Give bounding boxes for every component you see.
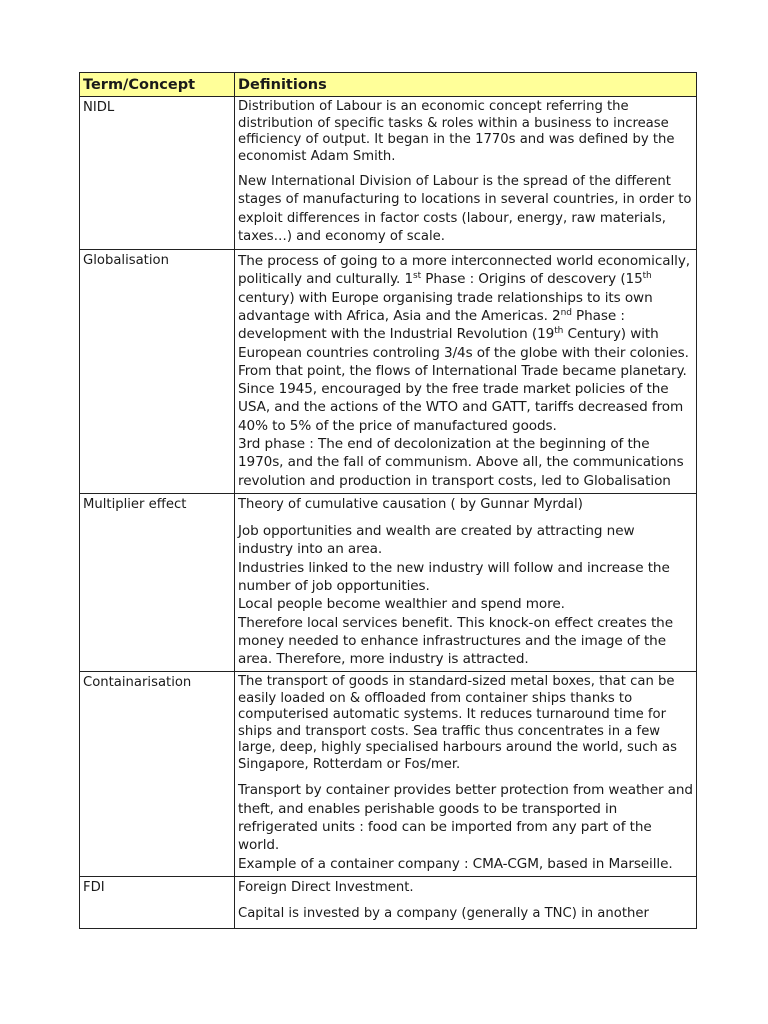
ordinal-suffix: st xyxy=(413,271,422,282)
definition-line: Industries linked to the new industry will follow and increase the number of job opportunities. xyxy=(238,559,670,594)
ordinal-suffix: th xyxy=(642,271,652,282)
definition-text-part: Phase : Origins of descovery (15 xyxy=(421,271,643,288)
table-row xyxy=(80,493,697,672)
definition-text-part: Phase : development with the Industrial Revolution (19 xyxy=(238,307,625,343)
term-cell: FDI xyxy=(80,876,235,928)
table-header-row xyxy=(80,73,697,97)
definition-paragraph: Distribution of Labour is an economic concept referring the distribution of specific tasks & roles within a business to increase efficiency of output. It began in the 1770s and was defined by the economist Adam Smith. xyxy=(238,99,675,164)
table-row xyxy=(80,672,697,876)
term-cell: Globalisation xyxy=(80,250,235,494)
definition-paragraph xyxy=(238,522,693,668)
definition-clip xyxy=(238,879,693,925)
definition-cell xyxy=(235,493,697,672)
definition-line: Example of a container company : CMA-CGM, based in Marseille. xyxy=(238,855,673,872)
definition-line: Local people become wealthier and spend more. xyxy=(238,596,565,613)
definition-paragraph: The transport of goods in standard-sized metal boxes, that can be easily loaded on & offloaded from container ships thanks to computerised automatic systems. It reduces turnaround time for ships and transport costs. Sea traffic thus concentrates in a few large, deep, highly specialised harbours around the world, such as Singapore, Rotterdam or Fos/mer. xyxy=(238,674,678,772)
ordinal-suffix: nd xyxy=(560,307,572,318)
definition-text-part: Century) with European countries controling 3/4s of the globe with their colonies. xyxy=(238,326,689,361)
table-row xyxy=(80,250,697,494)
glossary-table xyxy=(79,72,697,929)
definition-cell xyxy=(235,97,697,250)
definition-line: Transport by container provides better protection from weather and theft, and enables perishable goods to be transported in refrigerated units : food can be imported from any part of the world. xyxy=(238,782,693,854)
table-row xyxy=(80,876,697,928)
header-term: Term/Concept xyxy=(80,73,235,97)
definition-paragraph xyxy=(238,781,693,872)
definition-paragraph: Capital is invested by a company (generally a TNC) in another xyxy=(238,906,649,922)
definition-cell xyxy=(235,250,697,494)
ordinal-suffix: th xyxy=(554,326,564,337)
table-row xyxy=(80,97,697,250)
definition-line: 3rd phase : The end of decolonization at the beginning of the 1970s, and the fall of communism. Above all, the communications revolution and production in transport costs, led to Globalisation xyxy=(238,435,684,489)
term-cell: Containarisation xyxy=(80,672,235,876)
definition-paragraph: Foreign Direct Investment. xyxy=(238,879,414,895)
definition-line: From that point, the flows of International Trade became planetary. xyxy=(238,362,687,379)
definition-paragraph: New International Division of Labour is the spread of the different stages of manufacturing to locations in several countries, in order to exploit differences in factor costs (labour, energy, raw materials, taxes…) and economy of scale. xyxy=(238,174,692,244)
definition-text-part: century) with Europe organising trade relationships to its own advantage with Africa, Asia and the Americas. 2 xyxy=(238,289,653,324)
definition-text xyxy=(238,252,693,362)
definition-line: Job opportunities and wealth are created by attracting new industry into an area. xyxy=(238,523,635,558)
definition-cell xyxy=(235,876,697,928)
definition-paragraph: Theory of cumulative causation ( by Gunnar Myrdal) xyxy=(238,496,583,512)
definition-cell xyxy=(235,672,697,876)
definition-line: Therefore local services benefit. This knock-on effect creates the money needed to enhance infrastructures and the image of the area. Therefore, more industry is attracted. xyxy=(238,614,673,668)
term-cell: NIDL xyxy=(80,97,235,250)
term-cell: Multiplier effect xyxy=(80,493,235,672)
definition-line: Since 1945, encouraged by the free trade market policies of the USA, and the actions of the WTO and GATT, tariffs decreased from 40% to 5% of the price of manufactured goods. xyxy=(238,381,684,434)
definition-text-part: The process of going to a more interconnected world economically, politically and culturally. 1 xyxy=(238,253,690,288)
header-definition: Definitions xyxy=(235,73,697,97)
